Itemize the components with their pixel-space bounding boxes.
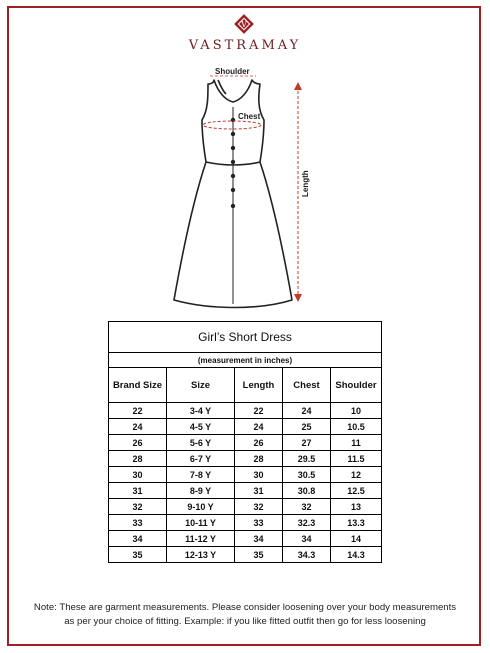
cell-length: 22	[235, 403, 283, 419]
cell-length: 33	[235, 515, 283, 531]
cell-brand-size: 35	[109, 547, 167, 563]
table-row	[109, 451, 382, 467]
table-row	[109, 499, 382, 515]
cell-length: 24	[235, 419, 283, 435]
cell-length: 30	[235, 467, 283, 483]
table-title: Girl’s Short Dress	[109, 322, 382, 353]
cell-shoulder: 10.5	[331, 419, 382, 435]
cell-size: 7-8 Y	[167, 467, 235, 483]
cell-size: 3-4 Y	[167, 403, 235, 419]
cell-chest: 34	[283, 531, 331, 547]
cell-size: 4-5 Y	[167, 419, 235, 435]
cell-shoulder: 10	[331, 403, 382, 419]
cell-brand-size: 26	[109, 435, 167, 451]
cell-shoulder: 11	[331, 435, 382, 451]
header-chest: Chest	[283, 368, 331, 403]
cell-size: 9-10 Y	[167, 499, 235, 515]
cell-brand-size: 32	[109, 499, 167, 515]
table-row	[109, 515, 382, 531]
table-row	[109, 435, 382, 451]
cell-length: 31	[235, 483, 283, 499]
note-line-1: Note: These are garment measurements. Please consider loosening over your body measurements	[33, 602, 457, 613]
cell-shoulder: 12	[331, 467, 382, 483]
cell-size: 12-13 Y	[167, 547, 235, 563]
header-brand-size: Brand Size	[109, 368, 167, 403]
cell-size: 8-9 Y	[167, 483, 235, 499]
cell-size: 11-12 Y	[167, 531, 235, 547]
cell-chest: 29.5	[283, 451, 331, 467]
cell-length: 28	[235, 451, 283, 467]
table-row	[109, 483, 382, 499]
table-row	[109, 403, 382, 419]
chest-label: Chest	[238, 112, 261, 121]
fitting-note	[24, 601, 466, 629]
table-row	[109, 467, 382, 483]
cell-brand-size: 31	[109, 483, 167, 499]
cell-chest: 30.8	[283, 483, 331, 499]
cell-brand-size: 24	[109, 419, 167, 435]
size-chart-table	[108, 321, 382, 563]
cell-shoulder: 11.5	[331, 451, 382, 467]
cell-brand-size: 22	[109, 403, 167, 419]
cell-brand-size: 28	[109, 451, 167, 467]
cell-brand-size: 33	[109, 515, 167, 531]
cell-brand-size: 34	[109, 531, 167, 547]
diamond-monogram-icon	[232, 12, 256, 36]
cell-chest: 32.3	[283, 515, 331, 531]
cell-chest: 30.5	[283, 467, 331, 483]
cell-length: 26	[235, 435, 283, 451]
cell-shoulder: 14	[331, 531, 382, 547]
header-size: Size	[167, 368, 235, 403]
cell-size: 10-11 Y	[167, 515, 235, 531]
table-row	[109, 531, 382, 547]
cell-chest: 27	[283, 435, 331, 451]
cell-chest: 25	[283, 419, 331, 435]
cell-length: 35	[235, 547, 283, 563]
cell-size: 5-6 Y	[167, 435, 235, 451]
cell-length: 32	[235, 499, 283, 515]
table-row	[109, 419, 382, 435]
dress-diagram	[150, 62, 350, 312]
length-label: Length	[301, 170, 310, 197]
header-shoulder: Shoulder	[331, 368, 382, 403]
cell-chest: 32	[283, 499, 331, 515]
cell-brand-size: 30	[109, 467, 167, 483]
brand-name: VASTRAMAY	[188, 38, 302, 53]
cell-size: 6-7 Y	[167, 451, 235, 467]
svg-text:V: V	[241, 20, 247, 29]
cell-length: 34	[235, 531, 283, 547]
cell-shoulder: 13	[331, 499, 382, 515]
cell-chest: 34.3	[283, 547, 331, 563]
shoulder-label: Shoulder	[215, 67, 250, 76]
chest-measure-line	[203, 121, 261, 129]
cell-chest: 24	[283, 403, 331, 419]
table-header-row	[109, 368, 382, 403]
cell-shoulder: 12.5	[331, 483, 382, 499]
header-length: Length	[235, 368, 283, 403]
table-row	[109, 547, 382, 563]
note-line-2: as per your choice of fitting. Example: if you like fitted outfit then go for less loosening	[64, 616, 426, 627]
cell-shoulder: 14.3	[331, 547, 382, 563]
cell-shoulder: 13.3	[331, 515, 382, 531]
table-subtitle: (measurement in inches)	[109, 353, 382, 368]
